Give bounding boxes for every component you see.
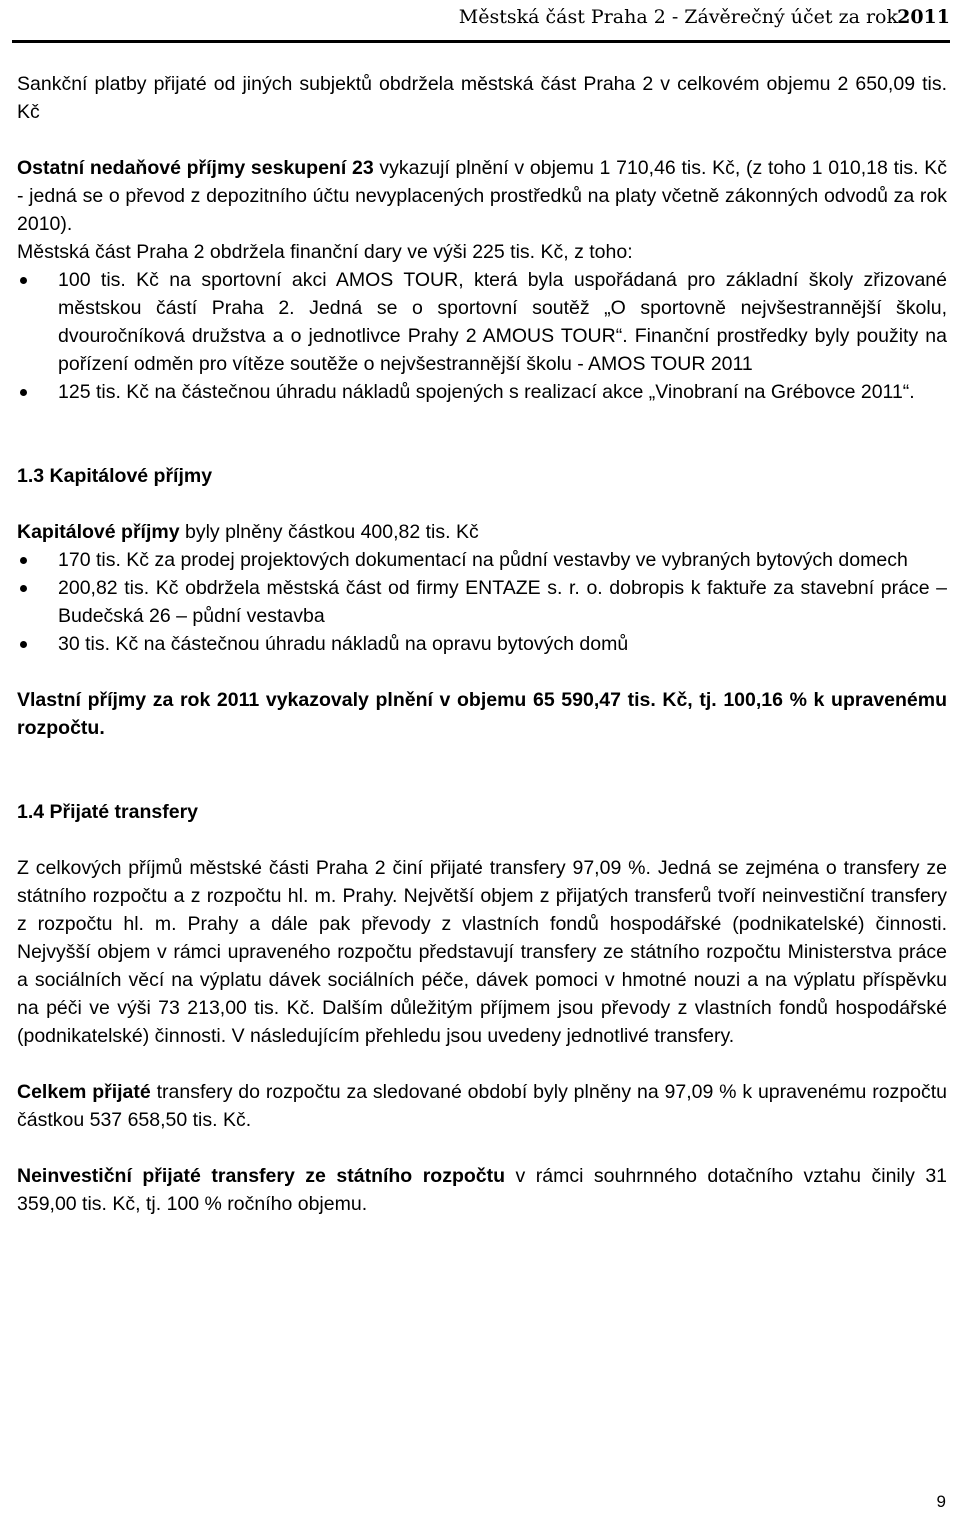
dary-list — [17, 266, 947, 406]
list-item: 170 tis. Kč za prodej projektových dokumentací na půdní vestavby ve vybraných bytových domech — [17, 546, 947, 574]
paragraph-ostatni — [17, 154, 947, 238]
list-item: 30 tis. Kč na částečnou úhradu nákladů na opravu bytových domů — [17, 630, 947, 658]
bullet-icon — [20, 389, 27, 396]
bullet-icon — [20, 557, 27, 564]
page-header — [0, 0, 960, 48]
document-body — [17, 70, 947, 1218]
paragraph-kapitalove — [17, 518, 947, 546]
neinv-rest: v rámci souhrnného dotačního vztahu činily 31 359,00 tis. Kč, tj. 100 % ročního objemu. — [17, 1165, 948, 1215]
header-rule — [12, 40, 950, 43]
ostatni-bold: Ostatní nedaňové příjmy seskupení 23 — [17, 157, 374, 179]
list-item: 200,82 tis. Kč obdržela městská část od firmy ENTAZE s. r. o. dobropis k faktuře za stavební práce – Budečská 26 – půdní vestavba — [17, 574, 947, 630]
list-item: 100 tis. Kč na sportovní akci AMOS TOUR, která byla uspořádaná pro základní školy zřizované městskou částí Praha 2. Jedná se o sportovní soutěž „O sportovně nejvšestrannější školu, dvouročníková družstva a o jednotlivce Prahy 2 AMOUS TOUR“. Finanční prostředky byly použity na pořízení odměn pro vítěze soutěže o nejvšestrannější školu - AMOS TOUR 2011 — [17, 266, 947, 378]
kap-list — [17, 546, 947, 658]
bullet-icon — [20, 585, 27, 592]
paragraph-vlastni: Vlastní příjmy za rok 2011 vykazovaly plnění v objemu 65 590,47 tis. Kč, tj. 100,16 % k upravenému rozpočtu. — [17, 689, 947, 739]
paragraph-sankcni: Sankční platby přijaté od jiných subjektů obdržela městská část Praha 2 v celkovém objemu 2 650,09 tis. Kč — [17, 73, 947, 123]
paragraph-dary: Městská část Praha 2 obdržela finanční dary ve výši 225 tis. Kč, z toho: — [17, 241, 633, 263]
paragraph-celkem — [17, 1078, 947, 1134]
kap-bold: Kapitálové příjmy — [17, 521, 180, 543]
heading-transfery: 1.4 Přijaté transfery — [17, 801, 199, 823]
header-title: Městská část Praha 2 - Závěrečný účet za rok — [458, 6, 898, 28]
list-item: 125 tis. Kč na částečnou úhradu nákladů spojených s realizací akce „Vinobraní na Grébovce 2011“. — [17, 378, 947, 406]
neinv-bold: Neinvestiční přijaté transfery ze státního rozpočtu — [17, 1165, 506, 1187]
kap-rest: byly plněny částkou 400,82 tis. Kč — [179, 521, 479, 543]
page-number: 9 — [936, 1492, 946, 1511]
bullet-icon — [20, 641, 27, 648]
celkem-bold: Celkem přijaté — [17, 1081, 151, 1103]
celkem-rest: transfery do rozpočtu za sledované období byly plněny na 97,09 % k upravenému rozpočtu částkou 537 658,50 tis. Kč. — [17, 1081, 947, 1131]
header-year: 2011 — [897, 6, 950, 28]
ostatni-rest: vykazují plnění v objemu 1 710,46 tis. Kč, (z toho 1 010,18 tis. Kč - jedná se o převod z depozitního účtu nevyplacených prostředků na platy včetně zákonných odvodů za rok 2010). — [17, 157, 947, 235]
paragraph-transfery: Z celkových příjmů městské části Praha 2 činí přijaté transfery 97,09 %. Jedná se zejména o transfery ze státního rozpočtu a z rozpočtu hl. m. Prahy. Největší objem z přijatých transferů tvoří neinvestiční transfery z rozpočtu hl. m. Prahy a dále pak převody z vlastních fondů hospodářské (podnikatelské) činnosti. Nejvyšší objem v rámci upraveného rozpočtu představují transfery ze státního rozpočtu Ministerstva práce a sociálních věcí na výplatu dávek sociálních péče, dávek pomoci v hmotné nouzi a na výplatu příspěvku na péči ve výši 73 213,00 tis. Kč. Dalším důležitým příjmem jsou převody z vlastních fondů hospodářské (podnikatelské) činnosti. V následujícím přehledu jsou uvedeny jednotlivé transfery. — [17, 857, 947, 1047]
bullet-icon — [20, 277, 27, 284]
paragraph-neinvesticni — [17, 1162, 947, 1218]
heading-kapitalove: 1.3 Kapitálové příjmy — [17, 465, 213, 487]
